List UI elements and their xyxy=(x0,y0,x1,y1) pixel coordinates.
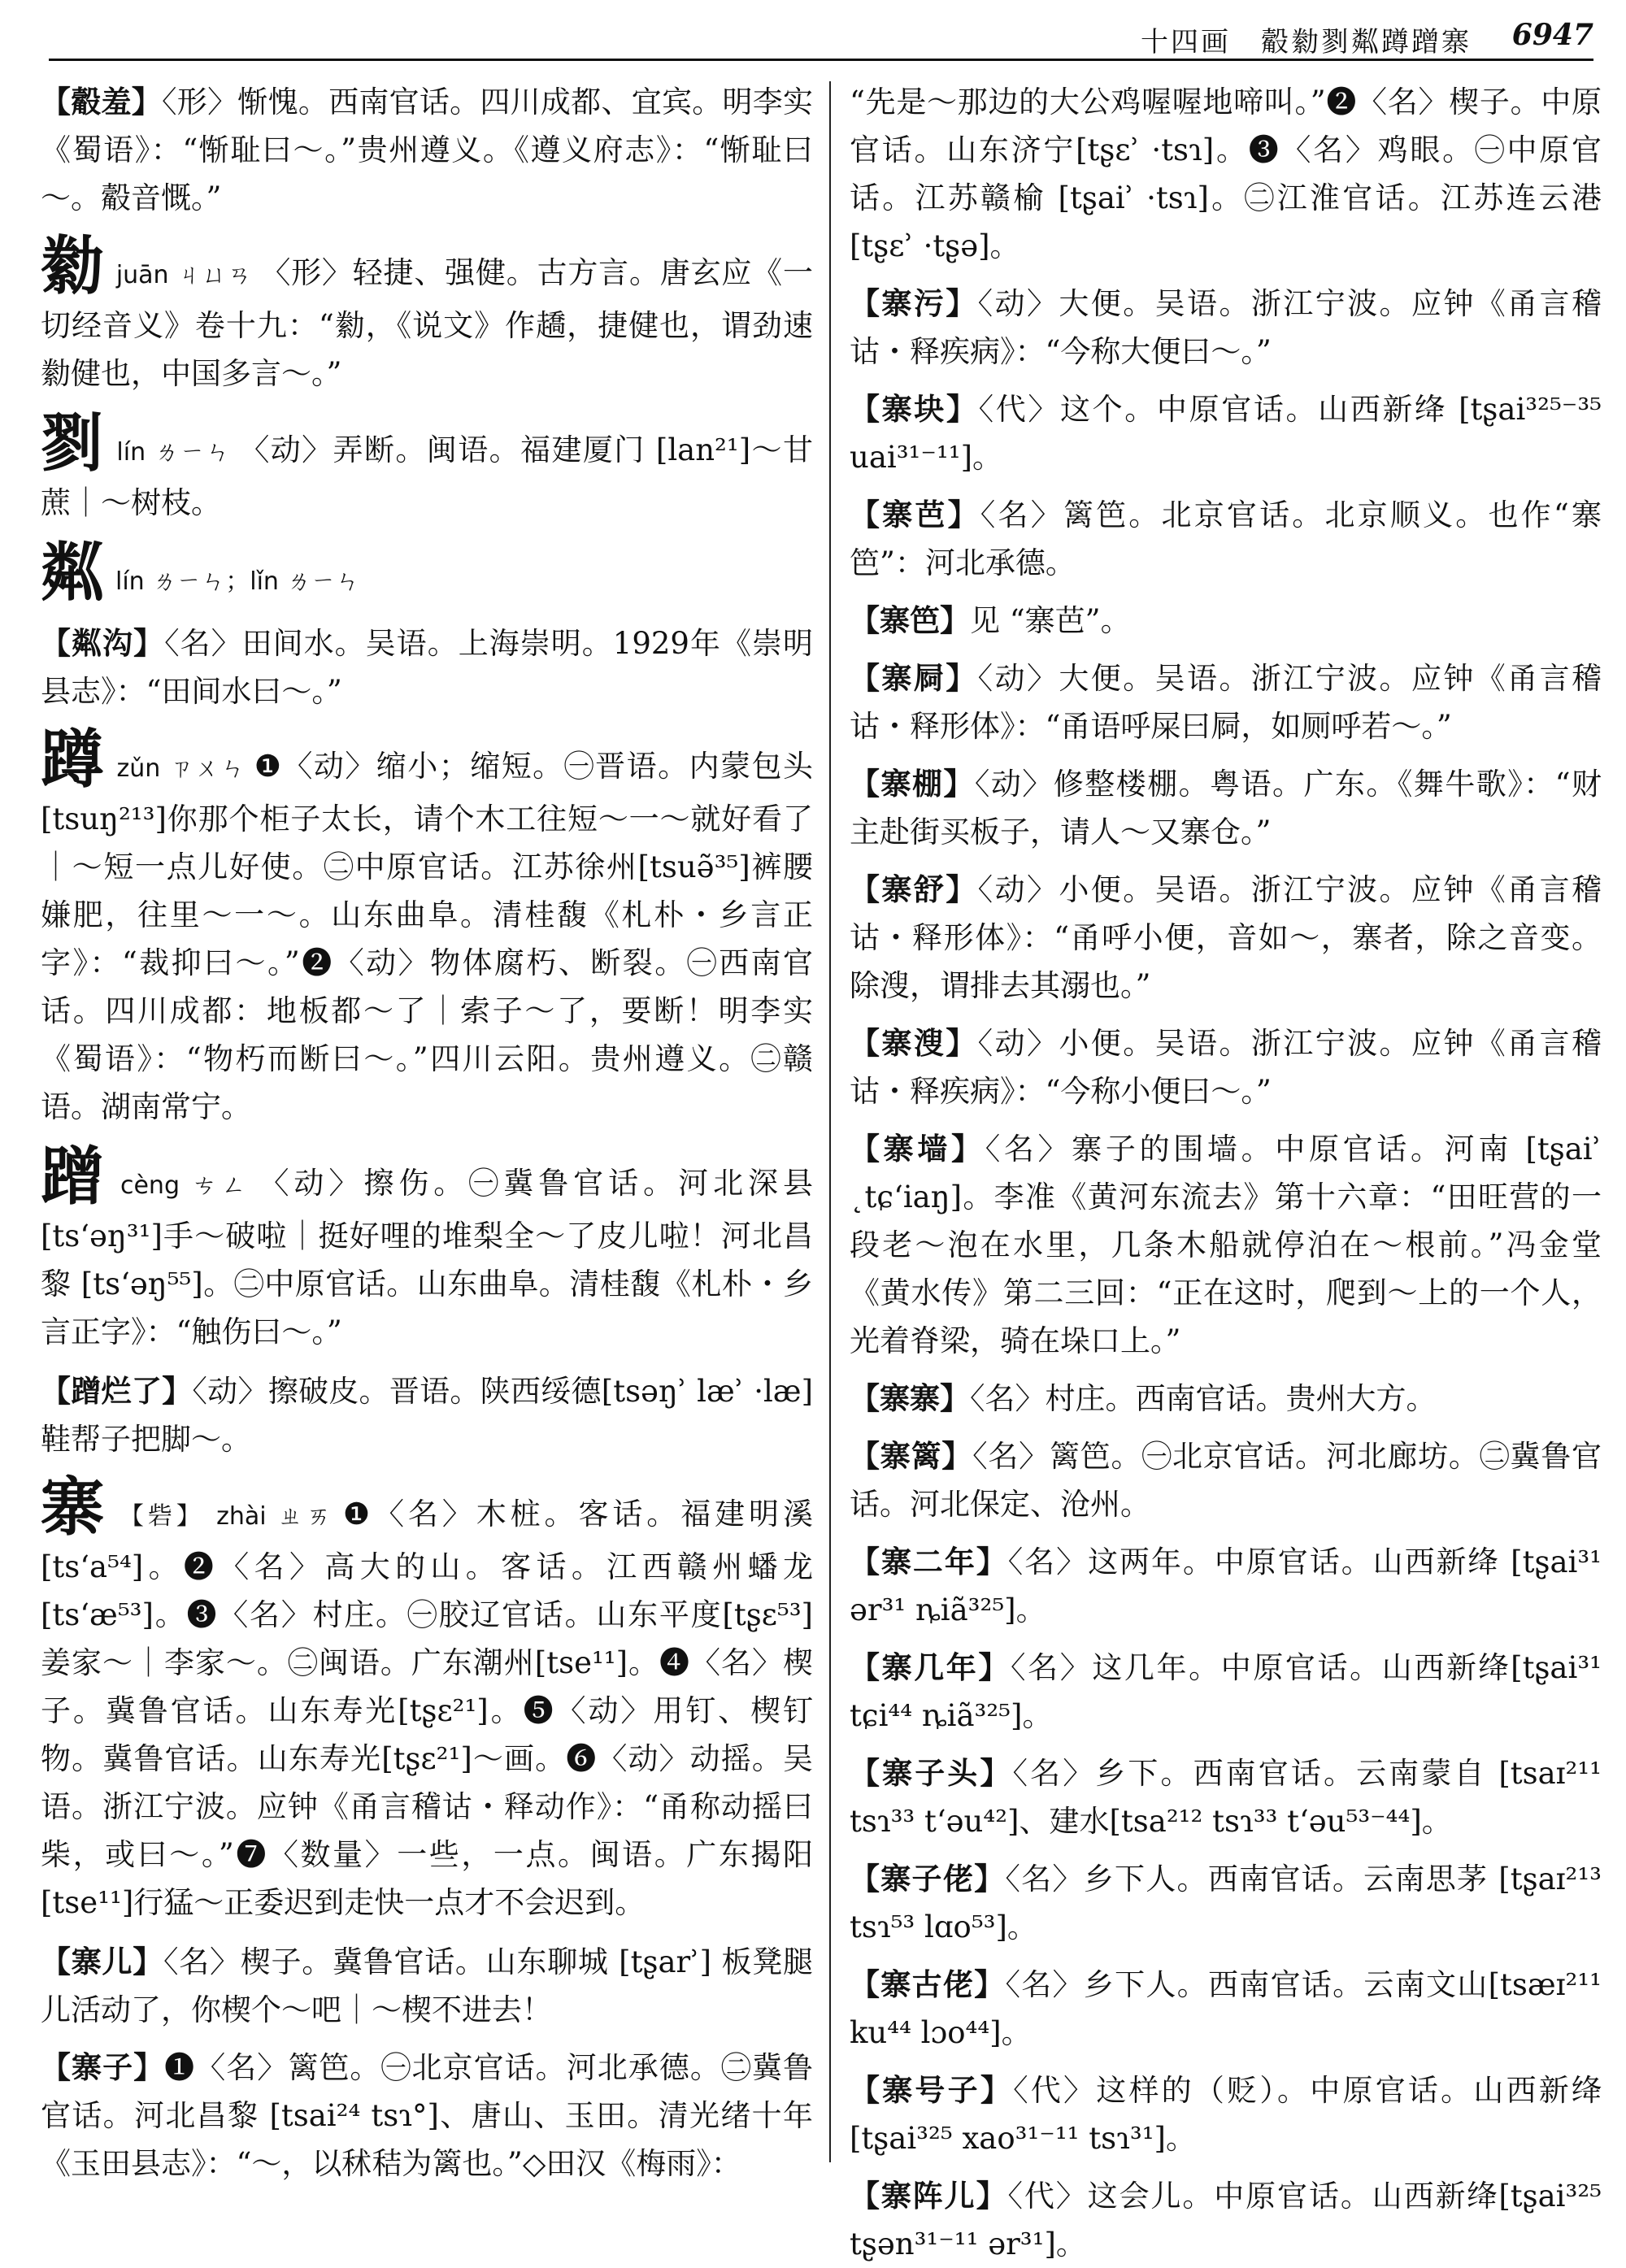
entry-word: 【寨几年】 xyxy=(850,1649,1011,1685)
page-header xyxy=(49,8,1593,61)
right-column xyxy=(850,78,1602,2261)
dictionary-entry xyxy=(850,1538,1602,1634)
dictionary-entry xyxy=(850,760,1602,856)
left-column xyxy=(41,78,814,2181)
dictionary-headword-entry xyxy=(41,1473,813,1927)
pronunciation: 【砦】 zhài ㄓㄞ xyxy=(119,1502,335,1531)
dictionary-entry xyxy=(850,2172,1602,2268)
dictionary-entry xyxy=(41,1938,813,2034)
entry-word: 【寨古佬】 xyxy=(850,1966,1006,2002)
entry-word: 【寨子头】 xyxy=(850,1755,1013,1791)
dictionary-entry xyxy=(41,2044,813,2188)
entry-definition: ❶〈名〉木桩。客话。福建明溪[tsʻa⁵⁴]。❷〈名〉高大的山。客话。江西赣州蟠龙[tsʻæ⁵³]。❸〈名〉村庄。㊀胶辽官话。山东平度[tʂɛ⁵³]姜家～｜李家～。㊁闽语。广东潮州[tse¹¹]。❹〈名〉楔子。冀鲁官话。山东寿光[tʂɛ²¹]。❺〈动〉用钉、楔钉物。冀鲁官话。山东寿光[tʂɛ²¹]～画。❻〈动〉动摇。吴语。浙江宁波。应钟《甬言稽诂・释动作》：“甬称动摇曰柴，或曰～。”❼〈数量〉一些，一点。闽语。广东揭阳[tse¹¹]行猛～正委迟到走快一点才不会迟到。 xyxy=(41,1497,813,1920)
entry-word: 【觳羞】 xyxy=(41,84,163,119)
pronunciation: zǔn ㄗㄨㄣ xyxy=(116,754,246,783)
dictionary-entry xyxy=(850,1432,1602,1528)
entry-word: 【寨溲】 xyxy=(850,1025,978,1061)
entry-word: 【寨棚】 xyxy=(850,766,975,802)
entry-word: 【寨污】 xyxy=(850,285,978,321)
dictionary-entry xyxy=(850,2066,1602,2162)
dictionary-entry xyxy=(850,597,1602,645)
entry-definition: “先是～那边的大公鸡喔喔地啼叫。”❷〈名〉楔子。中原官话。山东济宁[tʂɛʾ ·tsɿ]。❸〈名〉鸡眼。㊀中原官话。江苏赣榆 [tʂaiʾ ·tsɿ]。㊁江淮官话。江苏连云港[tʂɛʾ ·tʂə]。 xyxy=(850,85,1602,263)
dictionary-headword-entry xyxy=(41,1142,813,1356)
dictionary-headword-entry xyxy=(41,725,813,1131)
entry-definition: 〈形〉轻捷、强健。古方言。唐玄应《一切经音义》卷十九：“勬，《说文》作趫，捷健也，谓劲速勬健也，中国多言～。” xyxy=(41,255,813,391)
headword-character: 剹 xyxy=(41,406,106,480)
entry-definition: 〈动〉小便。吴语。浙江宁波。应钟《甬言稽诂・释形体》：“甬呼小便，音如～，寨者，除之音变。除溲，谓排去其溺也。” xyxy=(850,872,1602,1003)
dictionary-entry xyxy=(850,1644,1602,1740)
entry-word: 【寨儿】 xyxy=(41,1944,163,1979)
header-title: 十四画 觳勬剹粼蹲蹭寨 xyxy=(1141,26,1472,59)
entry-definition: 〈名〉这两年。中原官话。山西新绛 [tʂai³¹ ər³¹ ȵiã³²⁵]。 xyxy=(850,1545,1602,1627)
dictionary-entry xyxy=(850,1019,1602,1115)
entry-definition: 见 “寨芭”。 xyxy=(970,603,1131,638)
dictionary-headword-entry xyxy=(41,229,813,398)
entry-word: 【寨寨】 xyxy=(850,1380,970,1416)
entry-definition: 〈名〉寨子的围墙。中原官话。河南 [tʂaiʾ ˛tɕʻiaŋ]。李准《黄河东流去》第十六章：“田旺营的一段老～泡在水里，几条木船就停泊在～根前。”冯金堂《黄水传》第二三回：“正在这时，爬到～上的一个人，光着脊梁，骑在垛口上。” xyxy=(850,1132,1602,1358)
headword-character: 勬 xyxy=(41,229,105,303)
dictionary-headword-entry xyxy=(41,538,813,608)
dictionary-entry xyxy=(850,385,1602,481)
dictionary-entry xyxy=(850,866,1602,1010)
entry-word: 【寨芭】 xyxy=(850,497,980,532)
dictionary-entry xyxy=(850,280,1602,376)
dictionary-entry xyxy=(850,1375,1602,1423)
entry-definition: 〈动〉擦伤。㊀冀鲁官话。河北深县[tsʻəŋ³¹]手～破啦｜挺好哩的堆梨全～了皮儿啦！河北昌黎 [tsʻəŋ⁵⁵]。㊁中原官话。山东曲阜。清桂馥《札朴・乡言正字》：“触伤曰～。” xyxy=(41,1166,814,1349)
entry-definition: 〈名〉田间水。吴语。上海崇明。1929年《崇明县志》：“田间水曰～。” xyxy=(41,626,813,709)
entry-word: 【寨号子】 xyxy=(850,2072,1014,2108)
entry-word: 【寨二年】 xyxy=(850,1544,1008,1579)
dictionary-entry xyxy=(850,1125,1602,1365)
entry-definition: 〈名〉乡下人。西南官话。云南文山[tsæɪ²¹¹ ku⁴⁴ lɔo⁴⁴]。 xyxy=(850,1967,1602,2050)
headword-character: 粼 xyxy=(41,536,105,610)
entry-word: 【寨阵儿】 xyxy=(850,2178,1008,2214)
entry-definition: 〈名〉楔子。冀鲁官话。山东聊城 [tʂarʾ] 板凳腿儿活动了，你楔个～吧｜～楔不进去！ xyxy=(41,1944,814,2027)
entry-definition: 〈名〉乡下人。西南官话。云南思茅 [tʂaɪ²¹³ tsɿ⁵³ lɑo⁵³]。 xyxy=(850,1862,1602,1944)
entry-definition: 〈动〉弄断。闽语。福建厦门 [lan²¹]～甘蔗｜～树枝。 xyxy=(41,432,813,520)
entry-definition: 〈名〉篱笆。北京官话。北京顺义。也作“寨笆”：河北承德。 xyxy=(850,497,1602,580)
entry-definition: ❶〈动〉缩小；缩短。㊀晋语。内蒙包头[tsuŋ²¹³]你那个柜子太长，请个木工往短～一～就好看了｜～短一点儿好使。㊁中原官话。江苏徐州[tsuə̃³⁵]裤腰嫌肥，往里～一～。山东曲阜。清桂馥《札朴・乡言正字》：“裁抑曰～。”❷〈动〉物体腐朽、断裂。㊀西南官话。四川成都：地板都～了｜索子～了，要断！明李实《蜀语》：“物朽而断曰～。”四川云阳。贵州遵义。㊁赣语。湖南常宁。 xyxy=(41,749,814,1124)
entry-definition: 〈动〉修整楼棚。粤语。广东。《舞牛歌》：“财主赴街买板子，请人～又寨仓。” xyxy=(850,767,1602,849)
entry-definition: 〈动〉大便。吴语。浙江宁波。应钟《甬言稽诂・释疾病》：“今称大便曰～。” xyxy=(850,286,1602,369)
entry-word: 【寨子佬】 xyxy=(850,1861,1006,1897)
pronunciation: cèng ㄘㄥ xyxy=(120,1171,251,1200)
entry-definition: 〈代〉这样的（贬）。中原官话。山西新绛 [tʂai³²⁵ xao³¹⁻¹¹ tsɿ³¹]。 xyxy=(850,2073,1602,2156)
dictionary-headword-entry xyxy=(41,406,813,527)
dictionary-entry xyxy=(41,619,813,715)
headword-character: 蹲 xyxy=(41,723,106,797)
entry-word: 【粼沟】 xyxy=(41,625,165,661)
dictionary-entry xyxy=(41,78,813,222)
headword-character: 寨 xyxy=(41,1471,108,1545)
entry-word: 【寨墙】 xyxy=(850,1131,985,1167)
entry-definition: 〈代〉这会儿。中原官话。山西新绛[tʂai³²⁵ tʂən³¹⁻¹¹ ər³¹]。 xyxy=(850,2179,1602,2261)
entry-definition: 〈名〉篱笆。㊀北京官话。河北廊坊。㊁冀鲁官话。河北保定、沧州。 xyxy=(850,1439,1602,1522)
pronunciation: juān ㄐㄩㄢ xyxy=(115,261,253,289)
entry-definition: 〈动〉小便。吴语。浙江宁波。应钟《甬言稽诂・释疾病》：“今称小便曰～。” xyxy=(850,1026,1602,1109)
entry-definition: ❶〈名〉篱笆。㊀北京官话。河北承德。㊁冀鲁官话。河北昌黎 [tsai²⁴ tsɿ°]、唐山、玉田。清光绪十年《玉田县志》：“～，以秫秸为篱也。”◇田汉《梅雨》： xyxy=(41,2050,814,2181)
pronunciation: lín ㄌㄧㄣ；lǐn ㄌㄧㄣ xyxy=(115,567,360,596)
dictionary-entry xyxy=(850,491,1602,587)
entry-definition: 〈名〉这几年。中原官话。山西新绛[tʂai³¹ tɕi⁴⁴ ȵiã³²⁵]。 xyxy=(850,1650,1602,1733)
dictionary-entry xyxy=(41,1367,813,1463)
page-number: 6947 xyxy=(1511,18,1593,52)
entry-definition: 〈动〉擦破皮。晋语。陕西绥德[tsəŋʾ læʾ ·læ] 鞋帮子把脚～。 xyxy=(41,1374,814,1457)
pronunciation: lín ㄌㄧㄣ xyxy=(116,438,232,467)
column-divider xyxy=(829,81,831,2162)
entry-word: 【寨块】 xyxy=(850,391,979,427)
dictionary-entry xyxy=(850,654,1602,750)
entry-word: 【蹭烂了】 xyxy=(41,1373,193,1409)
dictionary-entry xyxy=(850,1961,1602,2057)
dictionary-entry xyxy=(850,1749,1602,1845)
dictionary-entry xyxy=(850,1855,1602,1951)
headword-character: 蹭 xyxy=(41,1140,109,1214)
entry-word: 【寨笆】 xyxy=(850,602,970,638)
entry-word: 【寨篱】 xyxy=(850,1438,973,1474)
entry-definition: 〈代〉这个。中原官话。山西新绛 [tʂai³²⁵⁻³⁵ uai³¹⁻¹¹]。 xyxy=(850,392,1602,475)
entry-word: 【寨屙】 xyxy=(850,660,978,696)
entry-word: 【寨子】 xyxy=(41,2049,165,2085)
entry-word: 【寨舒】 xyxy=(850,871,978,907)
entry-definition: 〈名〉村庄。西南官话。贵州大方。 xyxy=(970,1381,1437,1416)
entry-definition: 〈动〉大便。吴语。浙江宁波。应钟《甬言稽诂・释形体》：“甬语呼屎曰屙，如厕呼若～。” xyxy=(850,661,1602,744)
entry-definition: 〈形〉惭愧。西南官话。四川成都、宜宾。明李实《蜀语》：“惭耻曰～。”贵州遵义。《遵义府志》：“惭耻曰～。觳音慨。” xyxy=(41,85,814,215)
dictionary-entry xyxy=(850,78,1602,270)
entry-definition: 〈名〉乡下。西南官话。云南蒙自 [tsaɪ²¹¹ tsɿ³³ tʻəu⁴²]、建水[tsa²¹² tsɿ³³ tʻəu⁵³⁻⁴⁴]。 xyxy=(850,1756,1602,1839)
